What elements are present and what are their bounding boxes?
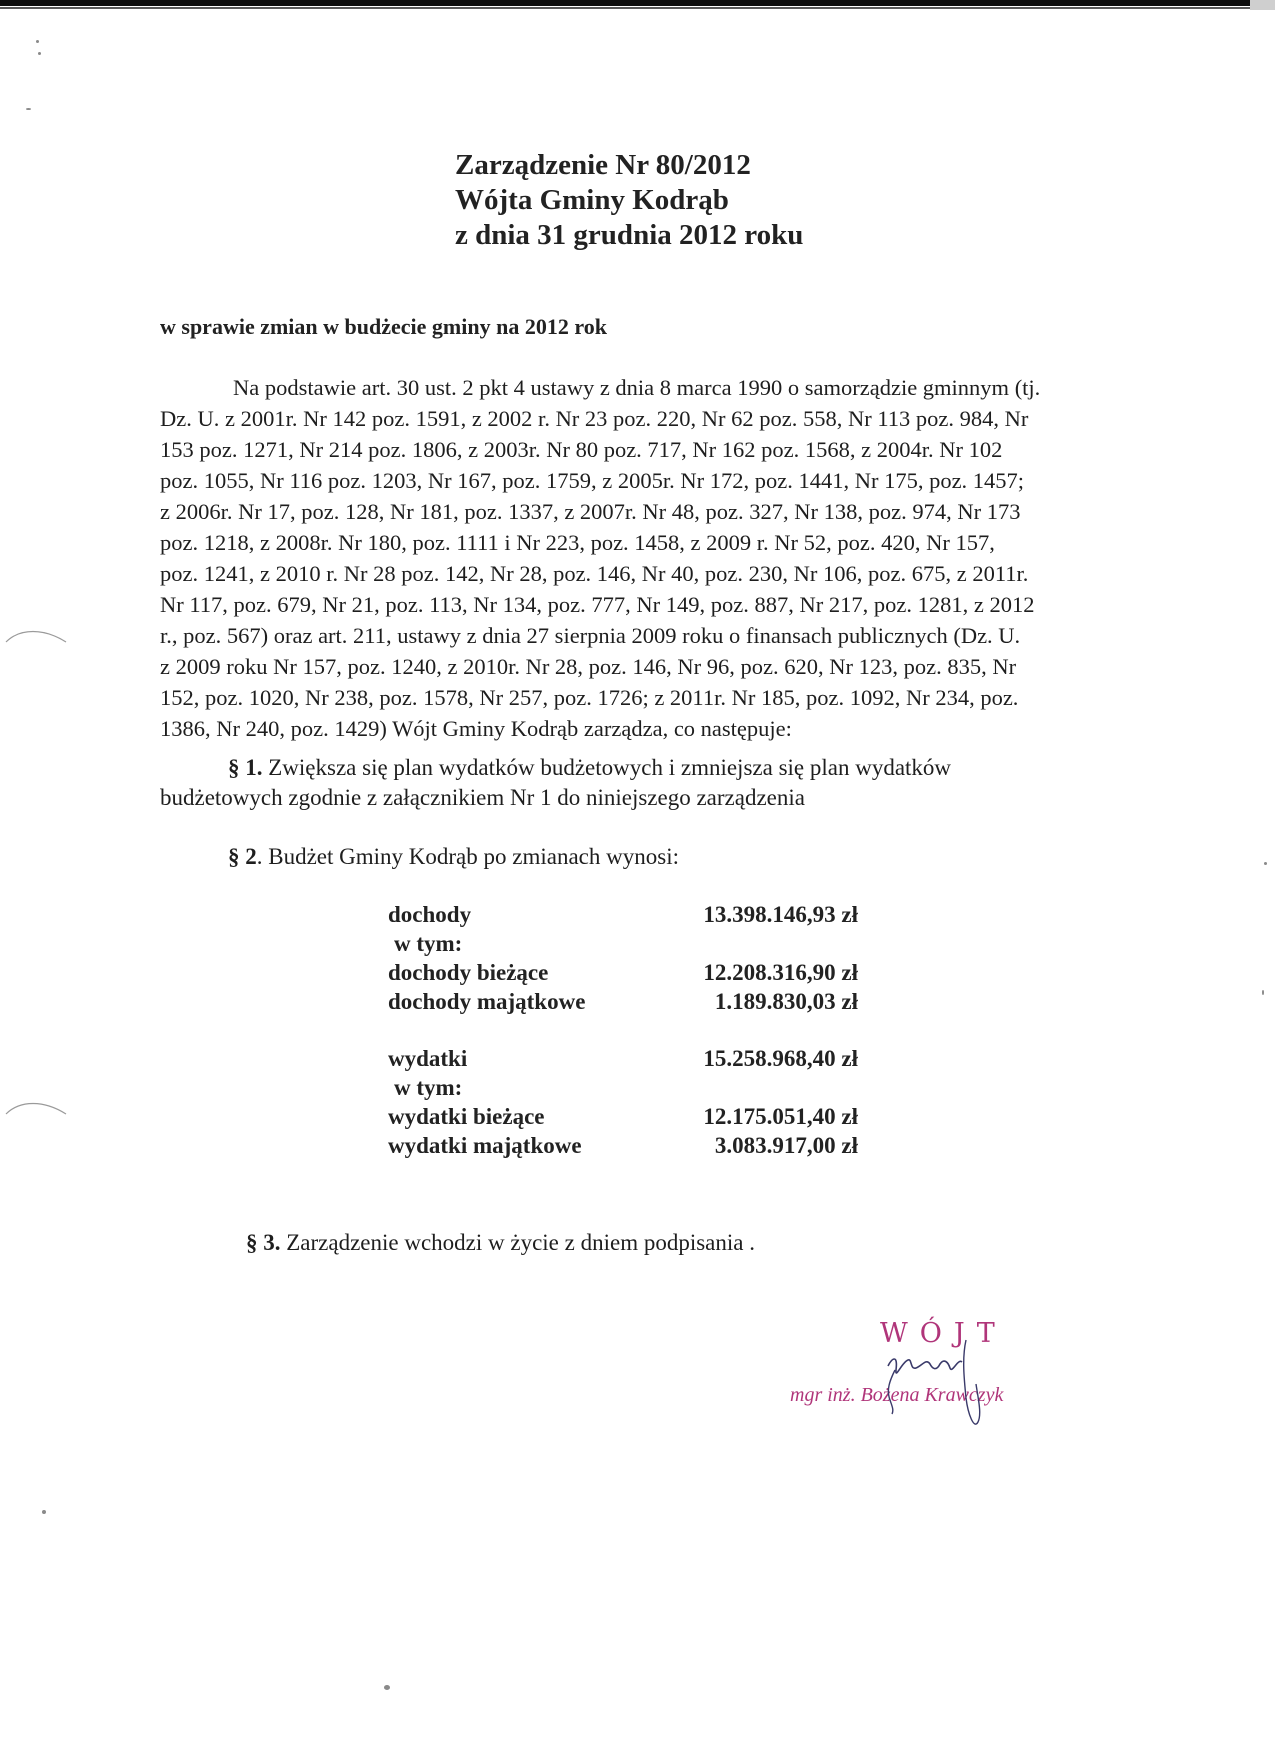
document-header	[455, 148, 803, 253]
budget-row-expenses-of-which	[388, 1073, 858, 1102]
income-property-label: dochody majątkowe	[388, 989, 586, 1014]
expenses-current-value: 12.175.051,40 zł	[703, 1104, 858, 1129]
handwritten-signature-icon	[780, 1318, 1080, 1448]
section-2	[228, 842, 679, 872]
scan-top-border	[0, 0, 1275, 6]
punch-hole-mark-icon	[0, 1092, 70, 1122]
budget-row-expenses	[388, 1044, 858, 1073]
scan-corner-shadow	[1250, 0, 1275, 10]
legal-basis-line: Nr 117, poz. 679, Nr 21, poz. 113, Nr 134, poz. 777, Nr 149, poz. 887, Nr 217, poz. 1281, z 2012	[160, 592, 1035, 617]
legal-basis-line: 152, poz. 1020, Nr 238, poz. 1578, Nr 257, poz. 1726; z 2011r. Nr 185, poz. 1092, Nr 234, poz.	[160, 685, 1019, 710]
section-2-text: . Budżet Gminy Kodrąb po zmianach wynosi:	[256, 844, 679, 869]
expenses-value: 15.258.968,40 zł	[703, 1046, 858, 1071]
scan-speck	[384, 1685, 390, 1690]
budget-row-income-current	[388, 958, 858, 987]
expenses-of-which-label: w tym:	[394, 1075, 463, 1100]
budget-row-expenses-property	[388, 1131, 858, 1160]
legal-basis-line: 1386, Nr 240, poz. 1429) Wójt Gminy Kodrąb zarządza, co następuje:	[160, 716, 792, 741]
stamp-title: WÓJT	[880, 1318, 1007, 1349]
section-1	[160, 753, 951, 813]
scan-speck	[1264, 862, 1267, 865]
legal-basis-line: Na podstawie art. 30 ust. 2 pkt 4 ustawy z dnia 8 marca 1990 o samorządzie gminnym (tj.	[233, 375, 1041, 400]
document-subject: w sprawie zmian w budżecie gminy na 2012 rok	[160, 314, 607, 339]
income-label: dochody	[388, 902, 472, 927]
scan-speck	[1262, 990, 1264, 995]
stamp-name: mgr inż. Bożena Krawczyk	[790, 1384, 1004, 1406]
legal-basis-line: z 2009 roku Nr 157, poz. 1240, z 2010r. Nr 28, poz. 146, Nr 96, poz. 620, Nr 123, poz. 835, Nr	[160, 654, 1017, 679]
income-value: 13.398.146,93 zł	[703, 902, 858, 927]
expenses-label: wydatki	[388, 1046, 468, 1071]
budget-summary	[388, 900, 858, 1160]
scan-top-border-thin	[0, 7, 1275, 9]
legal-basis-paragraph	[160, 372, 1040, 744]
legal-basis-line: poz. 1241, z 2010 r. Nr 28 poz. 142, Nr 28, poz. 146, Nr 40, poz. 230, Nr 106, poz. 675, z 2011r.	[160, 561, 1029, 586]
expenses-property-label: wydatki majątkowe	[388, 1133, 582, 1158]
scan-speck	[26, 108, 31, 110]
legal-basis-line: r., poz. 567) oraz art. 211, ustawy z dnia 27 sierpnia 2009 roku o finansach publicznych (Dz. U.	[160, 623, 1021, 648]
budget-row-income	[388, 900, 858, 929]
section-2-mark: § 2	[228, 844, 257, 869]
scan-speck	[38, 52, 41, 55]
scan-speck	[42, 1510, 46, 1514]
expenses-current-label: wydatki bieżące	[388, 1104, 545, 1129]
income-current-value: 12.208.316,90 zł	[703, 960, 858, 985]
budget-row-income-property	[388, 987, 858, 1016]
issuer: Wójta Gminy Kodrąb	[455, 184, 729, 216]
legal-basis-line: z 2006r. Nr 17, poz. 128, Nr 181, poz. 1337, z 2007r. Nr 48, poz. 327, Nr 138, poz. 974, Nr 173	[160, 499, 1021, 524]
income-property-value: 1.189.830,03 zł	[714, 989, 858, 1014]
income-of-which-label: w tym:	[394, 931, 463, 956]
expenses-property-value: 3.083.917,00 zł	[714, 1133, 858, 1158]
issue-date: z dnia 31 grudnia 2012 roku	[455, 219, 804, 251]
legal-basis-line: Dz. U. z 2001r. Nr 142 poz. 1591, z 2002 r. Nr 23 poz. 220, Nr 62 poz. 558, Nr 113 poz. 984, Nr	[160, 406, 1029, 431]
section-1-mark: § 1.	[228, 755, 263, 780]
section-3-text: Zarządzenie wchodzi w życie z dniem podpisania .	[286, 1230, 755, 1255]
ordinance-number: Zarządzenie Nr 80/2012	[455, 149, 751, 181]
scan-speck	[36, 40, 39, 43]
section-3-mark: § 3.	[246, 1230, 281, 1255]
budget-row-income-of-which	[388, 929, 858, 958]
legal-basis-line: 153 poz. 1271, Nr 214 poz. 1806, z 2003r. Nr 80 poz. 717, Nr 162 poz. 1568, z 2004r. Nr 102	[160, 437, 1003, 462]
section-3	[246, 1228, 755, 1258]
section-1-text-line1: Zwiększa się plan wydatków budżetowych i zmniejsza się plan wydatków	[268, 755, 952, 780]
section-1-text-line2: budżetowych zgodnie z załącznikiem Nr 1 do niniejszego zarządzenia	[160, 785, 805, 810]
budget-row-expenses-current	[388, 1102, 858, 1131]
budget-spacer	[388, 1016, 858, 1044]
income-current-label: dochody bieżące	[388, 960, 549, 985]
legal-basis-line: poz. 1218, z 2008r. Nr 180, poz. 1111 i Nr 223, poz. 1458, z 2009 r. Nr 52, poz. 420, Nr 157,	[160, 530, 995, 555]
signature-stamp	[780, 1318, 1080, 1448]
punch-hole-mark-icon	[0, 620, 70, 650]
legal-basis-line: poz. 1055, Nr 116 poz. 1203, Nr 167, poz. 1759, z 2005r. Nr 172, poz. 1441, Nr 175, poz. 1457;	[160, 468, 1025, 493]
